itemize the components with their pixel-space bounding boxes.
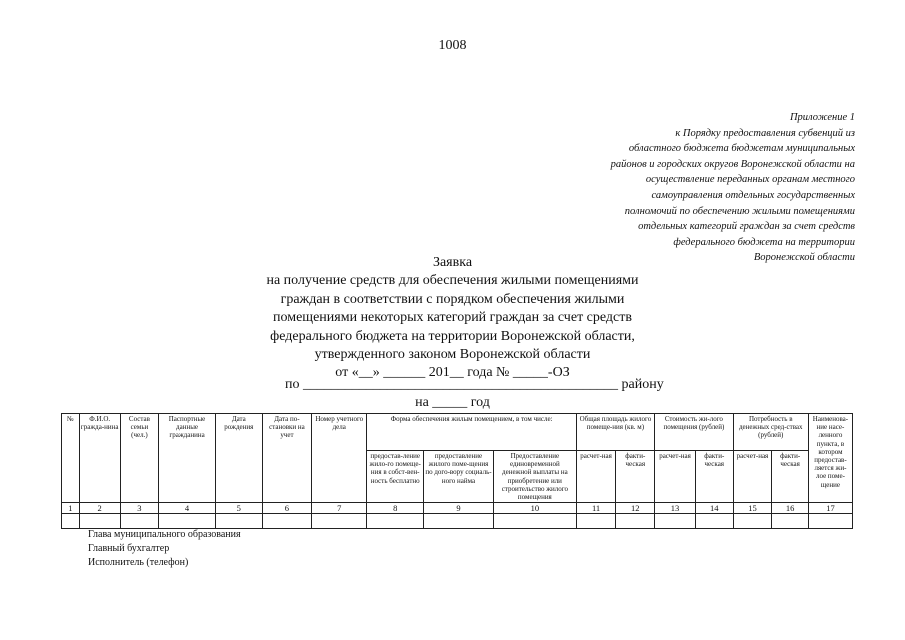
empty-cell[interactable] [733, 514, 772, 529]
empty-cell[interactable] [695, 514, 733, 529]
header-passport: Паспортные данные гражданина [159, 414, 215, 503]
empty-cell[interactable] [159, 514, 215, 529]
column-number: 9 [423, 503, 493, 514]
column-number: 10 [494, 503, 577, 514]
title-line: утвержденного законом Воронежской области [314, 347, 591, 363]
empty-cell[interactable] [616, 514, 655, 529]
header-settlement: Наименова-ние насе-ленного пункта, в котором предостав-ляется жи-лое поме-щение [808, 414, 852, 503]
column-number: 4 [159, 503, 215, 514]
header-need: Потребность в денежных сред-ствах (рублей) [733, 414, 808, 451]
header-fio: Ф.И.О. гражда-нина [79, 414, 120, 503]
header-registration-date: Дата по-становки на учет [262, 414, 311, 503]
column-number: 11 [576, 503, 616, 514]
column-number: 5 [215, 503, 262, 514]
column-number: 13 [655, 503, 696, 514]
column-number: 12 [616, 503, 655, 514]
header-cost-calc: расчет-ная [655, 451, 696, 503]
appendix-line: областного бюджета бюджетам муниципальных [628, 143, 855, 155]
header-case-number: Номер учетного дела [312, 414, 367, 503]
header-area: Общая площадь жилого помеще-ния (кв. м) [576, 414, 654, 451]
header-housing-form: Форма обеспечения жилым помещением, в том числе: [367, 414, 576, 451]
header-form-ownership: предостав-ление жило-го помеще-ния в собст-вен-ность бесплатно [367, 451, 423, 503]
title-line: на получение средств для обеспечения жилыми помещениями [266, 273, 639, 289]
empty-cell[interactable] [79, 514, 120, 529]
empty-cell[interactable] [576, 514, 616, 529]
column-number: 1 [62, 503, 80, 514]
signature-line: Исполнитель (телефон) [88, 557, 189, 568]
header-need-calc: расчет-ная [733, 451, 772, 503]
title-line: граждан в соответствии с порядком обеспечения жилыми [280, 291, 625, 307]
empty-cell[interactable] [120, 514, 159, 529]
empty-cell[interactable] [808, 514, 852, 529]
header-area-calc: расчет-ная [576, 451, 616, 503]
header-need-actual: факти-ческая [772, 451, 809, 503]
appendix-line: полномочий по обеспечению жилыми помещениями [624, 205, 855, 217]
header-birth-date: Дата рождения [215, 414, 262, 503]
district-line: по _____________________________________________ району [285, 377, 664, 392]
appendix-header [555, 110, 855, 266]
header-family: Состав семьи (чел.) [120, 414, 159, 503]
appendix-line: самоуправления отдельных государственных [651, 189, 855, 201]
column-number: 17 [808, 503, 852, 514]
title-line: от «__» ______ 201__ года № _____-ОЗ [335, 365, 570, 381]
signature-line: Главный бухгалтер [88, 543, 170, 554]
empty-cell[interactable] [423, 514, 493, 529]
header-area-actual: факти-ческая [616, 451, 655, 503]
year-line: на _____ год [415, 395, 490, 410]
document-title [0, 254, 905, 383]
empty-cell[interactable] [772, 514, 809, 529]
appendix-line: Воронежской области [753, 252, 855, 264]
appendix-line: Приложение 1 [789, 112, 855, 123]
header-cost-actual: факти-ческая [695, 451, 733, 503]
title-line: федерального бюджета на территории Воронежской области, [270, 328, 635, 344]
header-num: № [62, 414, 80, 503]
column-number: 7 [312, 503, 367, 514]
appendix-line: отдельных категорий граждан за счет средств [638, 221, 855, 233]
column-number: 14 [695, 503, 733, 514]
appendix-line: осуществление переданных органам местного [645, 174, 855, 186]
empty-cell[interactable] [262, 514, 311, 529]
empty-cell[interactable] [312, 514, 367, 529]
empty-cell[interactable] [367, 514, 423, 529]
title-line: помещениями некоторых категорий граждан за счет средств [273, 310, 632, 326]
page-number: 1008 [438, 38, 467, 53]
header-cost: Стоимость жи-лого помещения (рублей) [655, 414, 733, 451]
column-number: 3 [120, 503, 159, 514]
signature-block [88, 528, 241, 570]
empty-cell[interactable] [62, 514, 80, 529]
header-form-social-lease: предоставление жилого поме-щения по дого-вору социаль-ного найма [423, 451, 493, 503]
application-table [61, 413, 853, 529]
empty-cell[interactable] [494, 514, 577, 529]
column-number: 16 [772, 503, 809, 514]
column-number: 2 [79, 503, 120, 514]
column-number: 6 [262, 503, 311, 514]
header-form-payment: Предоставление единовременной денежной выплаты на приобретение или строительство жилого помещения [494, 451, 577, 503]
column-number: 8 [367, 503, 423, 514]
signature-line: Глава муниципального образования [88, 529, 241, 540]
appendix-line: к Порядку предоставления субвенций из [675, 127, 855, 139]
empty-cell[interactable] [215, 514, 262, 529]
table-row [62, 514, 853, 529]
column-number: 15 [733, 503, 772, 514]
title-line: Заявка [432, 255, 473, 270]
empty-cell[interactable] [655, 514, 696, 529]
appendix-line: районов и городских округов Воронежской области на [610, 158, 855, 170]
appendix-line: федерального бюджета на территории [673, 236, 855, 248]
